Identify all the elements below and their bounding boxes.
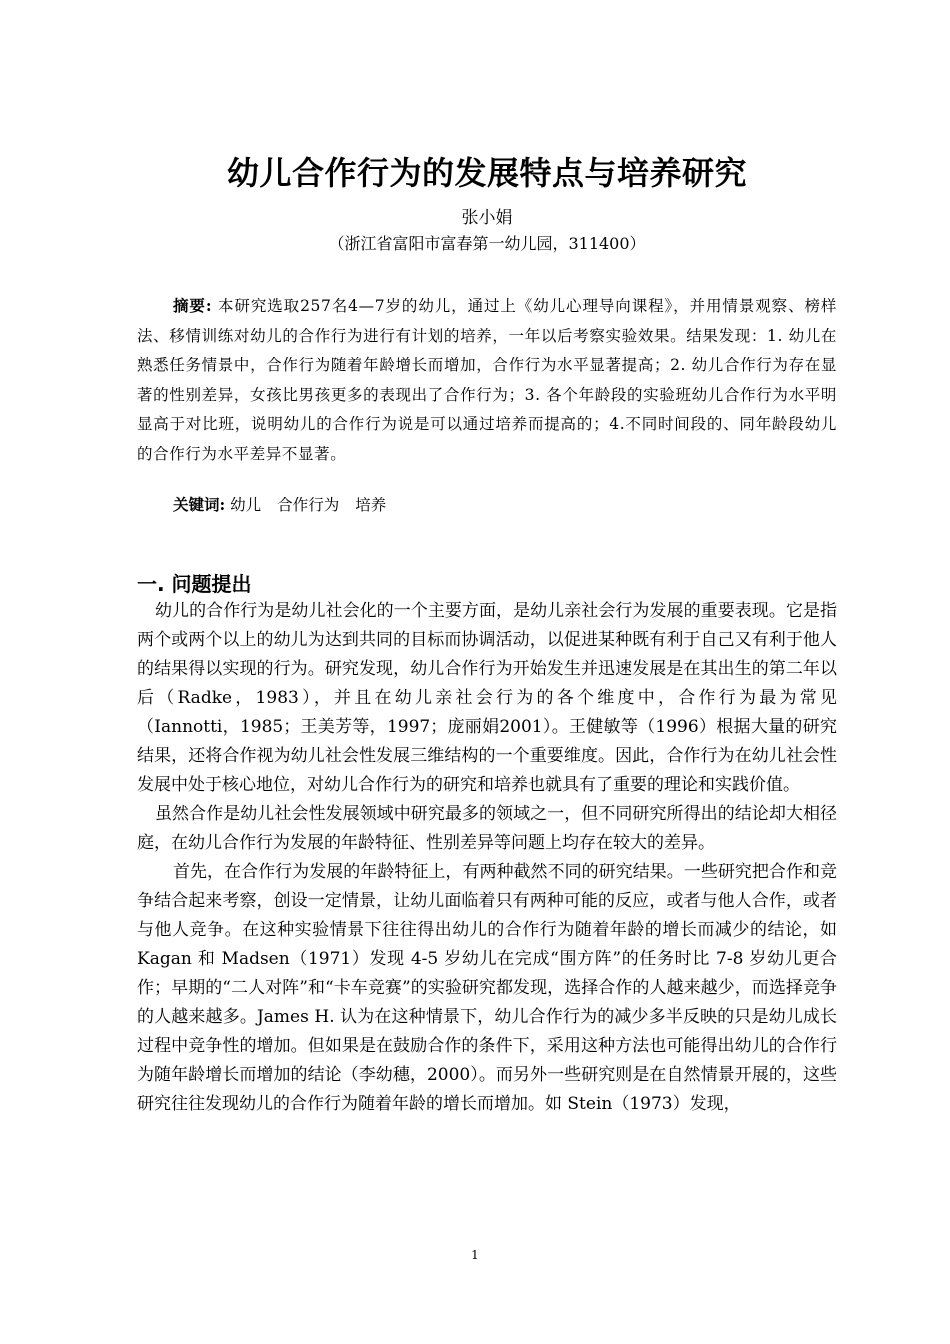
page-number: 1 [471,1248,479,1262]
abstract-label: 摘要: [173,296,213,315]
author-name: 张小娟 [461,208,513,228]
abstract-text: 本研究选取257名4—7岁的幼儿，通过上《幼儿心理导向课程》，并用情景观察、榜样法、移情训练对幼儿的合作行为进行有计划的培养，一年以后考察实验效果。结果发现：1. 幼儿在熟悉任务情景中，合作行为随着年龄增长而增加，合作行为水平显著提高；2. 幼儿合作行为存在显著的性别差异，女孩比男孩更多的表现出了合作行为；3. 各个年龄段的实验班幼儿合作行为水平明显高于对比班，说明幼儿的合作行为说是可以通过培养而提高的；4.不同时间段的、同年龄段幼儿的合作行为水平差异不显著。 [137,297,837,463]
paragraph: 首先，在合作行为发展的年龄特征上，有两种截然不同的研究结果。一些研究把合作和竞争结合起来考察，创设一定情景，让幼儿面临着只有两种可能的反应，或者与他人合作，或者与他人竞争。在这种实验情景下往往得出幼儿的合作行为随着年龄的增长而减少的结论，如 Kagan 和 Madsen（1971）发现 4-5 岁幼儿在完成“围方阵”的任务时比 7-8 岁幼儿更合作；早期的“二人对阵”和“卡车竞赛”的实验研究都发现，选择合作的人越来越少，而选择竞争的人越来越多。James H. 认为在这种情景下，幼儿合作行为的减少多半反映的只是幼儿成长过程中竞争性的增加。但如果是在鼓励合作的条件下，采用这种方法也可能得出幼儿的合作行为随年龄增长而增加的结论（李幼穗，2000）。而另外一些研究则是在自然情景开展的，这些研究往往发现幼儿的合作行为随着年龄的增长而增加。如 Stein（1973）发现， [137,862,837,1114]
keywords [137,490,837,520]
keywords-label: 关键词: [173,495,226,514]
keyword: 培养 [355,496,387,514]
keyword: 幼儿 [230,496,262,514]
author-affiliation: （浙江省富阳市富春第一幼儿园，311400） [328,234,646,253]
abstract [137,291,837,469]
paragraph: 虽然合作是幼儿社会性发展领域中研究最多的领域之一，但不同研究所得出的结论却大相径庭，在幼儿合作行为发展的年龄特征、性别差异等问题上均存在较大的差异。 [137,804,837,853]
section-heading: 一. 问题提出 [137,572,252,596]
section-body [137,597,837,1119]
paper-title: 幼儿合作行为的发展特点与培养研究 [226,154,747,192]
keyword: 合作行为 [277,496,340,514]
paragraph: 幼儿的合作行为是幼儿社会化的一个主要方面，是幼儿亲社会行为发展的重要表现。它是指两个或两个以上的幼儿为达到共同的目标而协调活动，以促进某种既有利于自己又有利于他人的结果得以实现的行为。研究发现，幼儿合作行为开始发生并迅速发展是在其出生的第二年以后（Radke，1983），并且在幼儿亲社会行为的各个维度中，合作行为最为常见（Iannotti，1985；王美芳等，1997；庞丽娟2001）。王健敏等（1996）根据大量的研究结果，还将合作视为幼儿社会性发展三维结构的一个重要维度。因此，合作行为在幼儿社会性发展中处于核心地位，对幼儿合作行为的研究和培养也就具有了重要的理论和实践价值。 [137,601,837,795]
